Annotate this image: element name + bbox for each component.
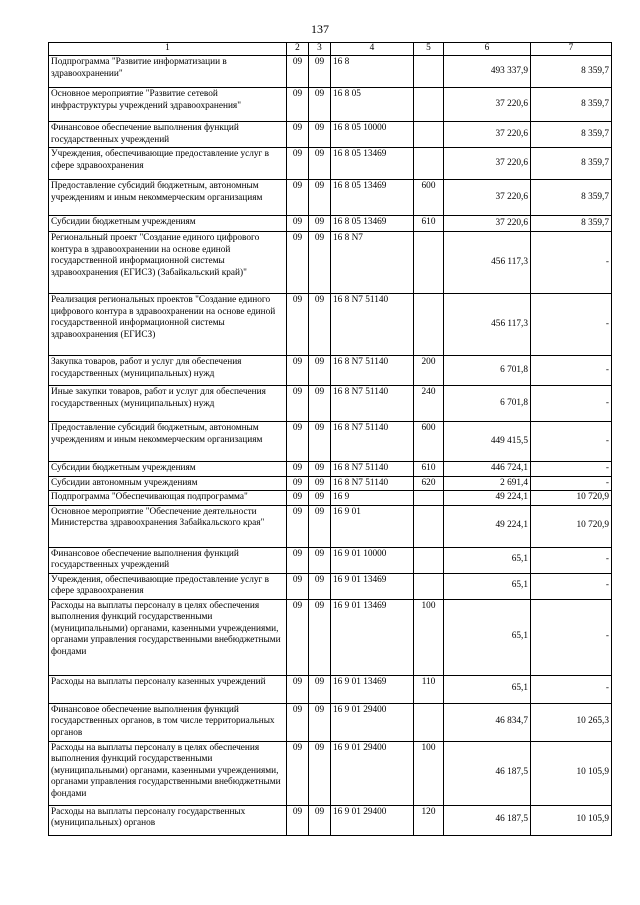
target-code-cell: 16 8 N7 51140: [331, 422, 414, 462]
amount-cell: 37 220,6: [444, 180, 531, 216]
expense-type-cell: [414, 56, 444, 88]
page-number: 137: [311, 22, 329, 36]
name-cell: Финансовое обеспечение выполнения функций государственных учреждений: [49, 122, 287, 148]
amount-2-cell: -: [531, 294, 612, 356]
table-row: [49, 386, 612, 422]
table-row: [49, 122, 612, 148]
amount-cell: 456 117,3: [444, 294, 531, 356]
expense-type-cell: [414, 505, 444, 547]
section-cell: 09: [287, 675, 309, 703]
subsection-cell: 09: [309, 356, 331, 386]
section-cell: 09: [287, 148, 309, 180]
header-cell: 7: [531, 43, 612, 56]
amount-cell: 493 337,9: [444, 56, 531, 88]
expense-type-cell: 100: [414, 741, 444, 805]
amount-cell: 2 691,4: [444, 476, 531, 491]
expense-type-cell: 100: [414, 599, 444, 675]
expense-type-cell: 610: [414, 216, 444, 232]
target-code-cell: 16 8 05 10000: [331, 122, 414, 148]
amount-2-cell: 8 359,7: [531, 88, 612, 122]
target-code-cell: 16 8 N7 51140: [331, 356, 414, 386]
subsection-cell: 09: [309, 386, 331, 422]
subsection-cell: 09: [309, 56, 331, 88]
name-cell: Расходы на выплаты персоналу в целях обеспечения выполнения функций государственными (муниципальными) органами, казенными учреждениями, органами управления государственными внебюджетными фондами: [49, 599, 287, 675]
name-cell: Финансовое обеспечение выполнения функций государственных учреждений: [49, 547, 287, 573]
expense-type-cell: 620: [414, 476, 444, 491]
section-cell: 09: [287, 476, 309, 491]
amount-cell: 65,1: [444, 573, 531, 599]
section-cell: 09: [287, 294, 309, 356]
target-code-cell: 16 8 N7 51140: [331, 462, 414, 477]
name-cell: Расходы на выплаты персоналу в целях обеспечения выполнения функций государственными (муниципальными) органами, казенными учреждениями, органами управления государственными внебюджетными фондами: [49, 741, 287, 805]
amount-cell: 46 187,5: [444, 805, 531, 835]
name-cell: Основное мероприятие "Обеспечение деятельности Министерства здравоохранения Забайкальского края": [49, 505, 287, 547]
name-cell: Закупка товаров, работ и услуг для обеспечения государственных (муниципальных) нужд: [49, 356, 287, 386]
subsection-cell: 09: [309, 547, 331, 573]
amount-cell: 6 701,8: [444, 386, 531, 422]
amount-2-cell: -: [531, 476, 612, 491]
amount-2-cell: 8 359,7: [531, 216, 612, 232]
name-cell: Учреждения, обеспечивающие предоставление услуг в сфере здравоохранения: [49, 573, 287, 599]
subsection-cell: 09: [309, 573, 331, 599]
amount-cell: 456 117,3: [444, 232, 531, 294]
target-code-cell: 16 8 05 13469: [331, 148, 414, 180]
amount-cell: 446 724,1: [444, 462, 531, 477]
target-code-cell: 16 8: [331, 56, 414, 88]
section-cell: 09: [287, 56, 309, 88]
section-cell: 09: [287, 422, 309, 462]
subsection-cell: 09: [309, 741, 331, 805]
table-row: [49, 491, 612, 506]
expense-type-cell: [414, 148, 444, 180]
table-row: [49, 462, 612, 477]
target-code-cell: 16 8 N7 51140: [331, 294, 414, 356]
section-cell: 09: [287, 599, 309, 675]
table-row: [49, 573, 612, 599]
section-cell: 09: [287, 386, 309, 422]
section-cell: 09: [287, 491, 309, 506]
expense-type-cell: [414, 573, 444, 599]
amount-cell: 449 415,5: [444, 422, 531, 462]
amount-cell: 65,1: [444, 547, 531, 573]
expense-type-cell: 600: [414, 180, 444, 216]
expense-type-cell: [414, 703, 444, 741]
expense-type-cell: [414, 547, 444, 573]
header-cell: 1: [49, 43, 287, 56]
table-row: [49, 148, 612, 180]
amount-2-cell: -: [531, 547, 612, 573]
subsection-cell: 09: [309, 232, 331, 294]
target-code-cell: 16 8 05 13469: [331, 216, 414, 232]
amount-cell: 37 220,6: [444, 88, 531, 122]
subsection-cell: 09: [309, 703, 331, 741]
amount-2-cell: 8 359,7: [531, 180, 612, 216]
target-code-cell: 16 9 01 29400: [331, 805, 414, 835]
expense-type-cell: [414, 232, 444, 294]
header-row: [49, 43, 612, 56]
expense-type-cell: [414, 491, 444, 506]
name-cell: Субсидии бюджетным учреждениям: [49, 462, 287, 477]
section-cell: 09: [287, 122, 309, 148]
amount-2-cell: 8 359,7: [531, 148, 612, 180]
section-cell: 09: [287, 462, 309, 477]
section-cell: 09: [287, 505, 309, 547]
table-row: [49, 216, 612, 232]
target-code-cell: 16 9 01 13469: [331, 675, 414, 703]
name-cell: Финансовое обеспечение выполнения функций государственных органов, в том числе территориальных органов: [49, 703, 287, 741]
table-row: [49, 422, 612, 462]
subsection-cell: 09: [309, 599, 331, 675]
subsection-cell: 09: [309, 216, 331, 232]
name-cell: Региональный проект "Создание единого цифрового контура в здравоохранении на основе единой государственной информационной системы здравоохранения (ЕГИСЗ) (Забайкальский край)": [49, 232, 287, 294]
target-code-cell: 16 9 01 29400: [331, 741, 414, 805]
section-cell: 09: [287, 232, 309, 294]
name-cell: Основное мероприятие "Развитие сетевой инфраструктуры учреждений здравоохранения": [49, 88, 287, 122]
section-cell: 09: [287, 180, 309, 216]
subsection-cell: 09: [309, 491, 331, 506]
amount-cell: 37 220,6: [444, 148, 531, 180]
section-cell: 09: [287, 741, 309, 805]
target-code-cell: 16 9 01 10000: [331, 547, 414, 573]
amount-cell: 65,1: [444, 675, 531, 703]
target-code-cell: 16 9 01: [331, 505, 414, 547]
section-cell: 09: [287, 356, 309, 386]
header-cell: 6: [444, 43, 531, 56]
table-row: [49, 88, 612, 122]
name-cell: Субсидии бюджетным учреждениям: [49, 216, 287, 232]
target-code-cell: 16 8 N7 51140: [331, 476, 414, 491]
amount-2-cell: -: [531, 356, 612, 386]
table-row: [49, 805, 612, 835]
expense-type-cell: [414, 122, 444, 148]
budget-table: [48, 42, 612, 836]
target-code-cell: 16 8 05 13469: [331, 180, 414, 216]
target-code-cell: 16 9 01 13469: [331, 599, 414, 675]
name-cell: Предоставление субсидий бюджетным, автономным учреждениям и иным некоммерческим организациям: [49, 422, 287, 462]
amount-2-cell: 10 265,3: [531, 703, 612, 741]
table-row: [49, 232, 612, 294]
name-cell: Субсидии автономным учреждениям: [49, 476, 287, 491]
table-row: [49, 675, 612, 703]
subsection-cell: 09: [309, 505, 331, 547]
section-cell: 09: [287, 573, 309, 599]
subsection-cell: 09: [309, 476, 331, 491]
table-row: [49, 741, 612, 805]
expense-type-cell: 600: [414, 422, 444, 462]
amount-cell: 49 224,1: [444, 505, 531, 547]
header-cell: 4: [331, 43, 414, 56]
table-row: [49, 476, 612, 491]
amount-cell: 46 834,7: [444, 703, 531, 741]
amount-2-cell: 10 105,9: [531, 741, 612, 805]
amount-2-cell: 8 359,7: [531, 56, 612, 88]
amount-2-cell: 10 720,9: [531, 505, 612, 547]
expense-type-cell: 120: [414, 805, 444, 835]
section-cell: 09: [287, 547, 309, 573]
table-row: [49, 56, 612, 88]
amount-cell: 37 220,6: [444, 216, 531, 232]
amount-2-cell: 8 359,7: [531, 122, 612, 148]
subsection-cell: 09: [309, 148, 331, 180]
name-cell: Подпрограмма "Обеспечивающая подпрограмма": [49, 491, 287, 506]
section-cell: 09: [287, 88, 309, 122]
subsection-cell: 09: [309, 805, 331, 835]
expense-type-cell: 240: [414, 386, 444, 422]
target-code-cell: 16 8 05: [331, 88, 414, 122]
subsection-cell: 09: [309, 88, 331, 122]
amount-2-cell: 10 105,9: [531, 805, 612, 835]
table-row: [49, 599, 612, 675]
expense-type-cell: 110: [414, 675, 444, 703]
table-row: [49, 356, 612, 386]
section-cell: 09: [287, 703, 309, 741]
subsection-cell: 09: [309, 462, 331, 477]
target-code-cell: 16 9 01 13469: [331, 573, 414, 599]
section-cell: 09: [287, 216, 309, 232]
subsection-cell: 09: [309, 294, 331, 356]
amount-2-cell: -: [531, 675, 612, 703]
expense-type-cell: [414, 294, 444, 356]
subsection-cell: 09: [309, 122, 331, 148]
amount-cell: 37 220,6: [444, 122, 531, 148]
name-cell: Учреждения, обеспечивающие предоставление услуг в сфере здравоохранения: [49, 148, 287, 180]
header-cell: 2: [287, 43, 309, 56]
subsection-cell: 09: [309, 180, 331, 216]
table-row: [49, 547, 612, 573]
amount-cell: 46 187,5: [444, 741, 531, 805]
expense-type-cell: 610: [414, 462, 444, 477]
name-cell: Подпрограмма "Развитие информатизации в здравоохранении": [49, 56, 287, 88]
amount-2-cell: -: [531, 422, 612, 462]
table-row: [49, 180, 612, 216]
name-cell: Предоставление субсидий бюджетным, автономным учреждениям и иным некоммерческим организациям: [49, 180, 287, 216]
target-code-cell: 16 8 N7: [331, 232, 414, 294]
header-cell: 3: [309, 43, 331, 56]
amount-2-cell: -: [531, 599, 612, 675]
table-row: [49, 294, 612, 356]
target-code-cell: 16 8 N7 51140: [331, 386, 414, 422]
section-cell: 09: [287, 805, 309, 835]
amount-cell: 65,1: [444, 599, 531, 675]
subsection-cell: 09: [309, 675, 331, 703]
expense-type-cell: 200: [414, 356, 444, 386]
target-code-cell: 16 9 01 29400: [331, 703, 414, 741]
table-row: [49, 505, 612, 547]
amount-cell: 6 701,8: [444, 356, 531, 386]
amount-2-cell: 10 720,9: [531, 491, 612, 506]
amount-2-cell: -: [531, 573, 612, 599]
name-cell: Реализация региональных проектов "Создание единого цифрового контура в здравоохранении на основе единой государственной информационной системы здравоохранения (ЕГИСЗ): [49, 294, 287, 356]
name-cell: Расходы на выплаты персоналу казенных учреждений: [49, 675, 287, 703]
expense-type-cell: [414, 88, 444, 122]
amount-2-cell: -: [531, 232, 612, 294]
amount-cell: 49 224,1: [444, 491, 531, 506]
table-row: [49, 703, 612, 741]
name-cell: Иные закупки товаров, работ и услуг для обеспечения государственных (муниципальных) нужд: [49, 386, 287, 422]
amount-2-cell: -: [531, 462, 612, 477]
amount-2-cell: -: [531, 386, 612, 422]
target-code-cell: 16 9: [331, 491, 414, 506]
header-cell: 5: [414, 43, 444, 56]
name-cell: Расходы на выплаты персоналу государственных (муниципальных) органов: [49, 805, 287, 835]
subsection-cell: 09: [309, 422, 331, 462]
